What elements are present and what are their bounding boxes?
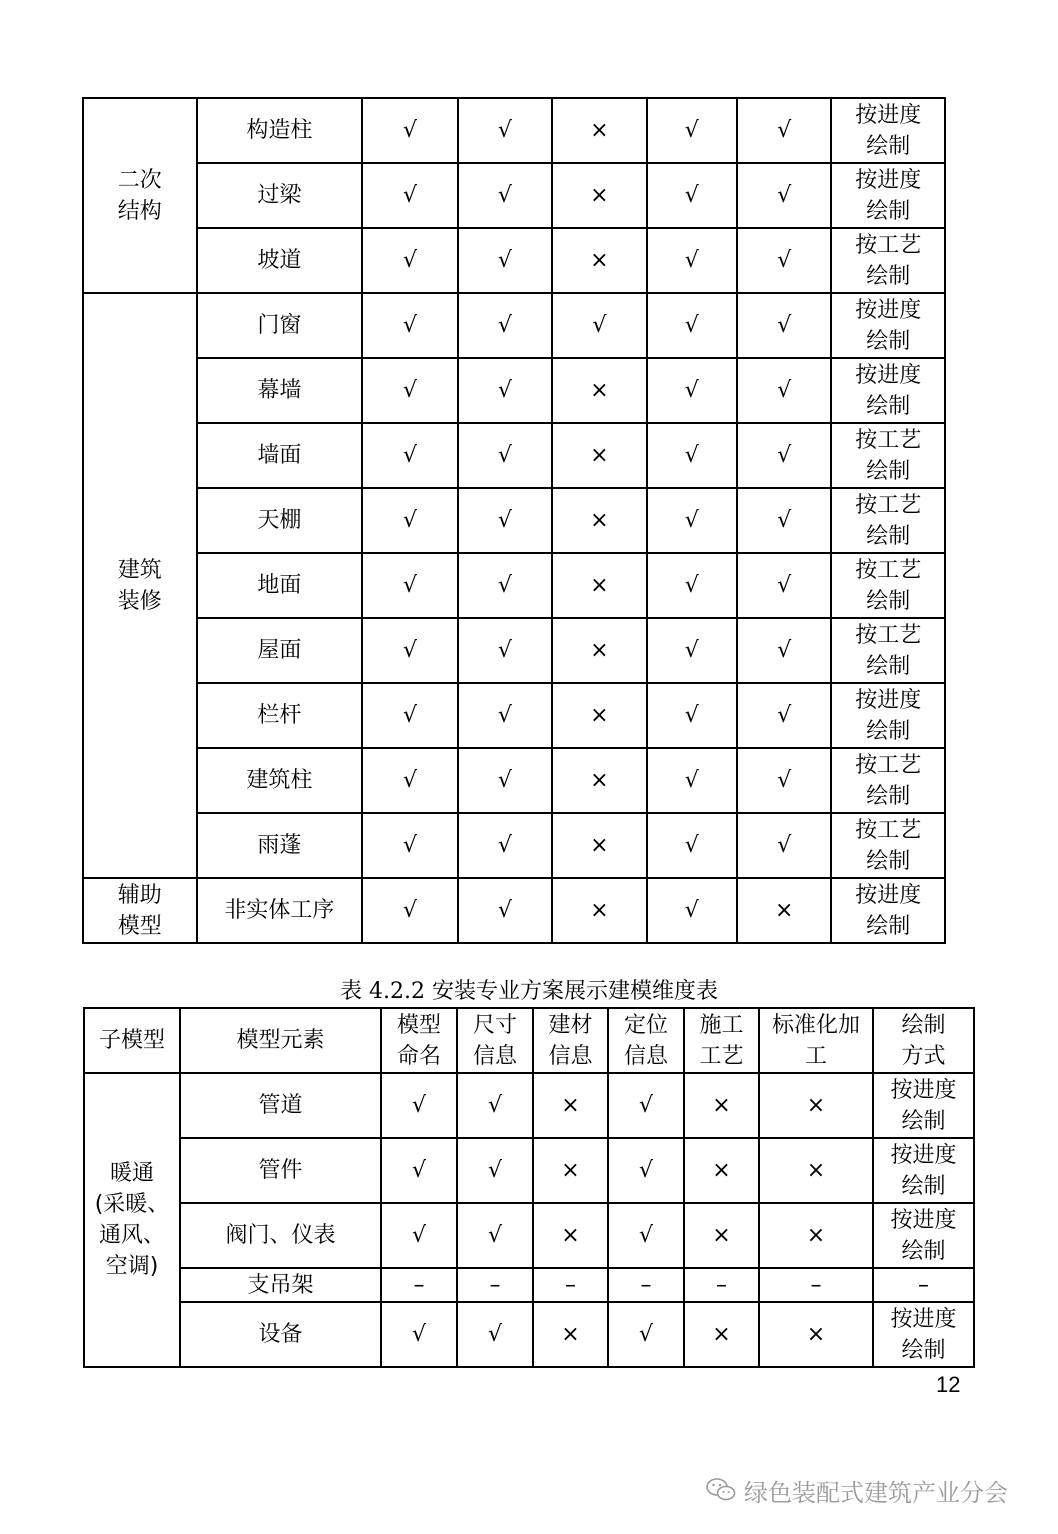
installation-modeling-table — [83, 1007, 975, 1368]
method-cell: 按进度 绘制 — [831, 878, 945, 943]
element-cell: 设备 — [180, 1302, 381, 1367]
table-row — [83, 748, 945, 813]
mark-cell: √ — [737, 553, 831, 618]
watermark — [706, 1470, 1008, 1510]
element-cell: 非实体工序 — [197, 878, 363, 943]
header-cell: 绘制 方式 — [873, 1008, 974, 1073]
mark-cell: × — [552, 813, 646, 878]
mark-cell: √ — [737, 423, 831, 488]
watermark-text: 绿色装配式建筑产业分会 — [744, 1478, 1008, 1507]
element-cell: 屋面 — [197, 618, 363, 683]
mark-cell: – — [381, 1268, 457, 1302]
mark-cell: × — [533, 1138, 608, 1203]
mark-cell: × — [759, 1073, 873, 1138]
mark-cell: × — [552, 878, 646, 943]
mark-cell: √ — [647, 423, 737, 488]
mark-cell: √ — [737, 683, 831, 748]
mark-cell: √ — [362, 293, 457, 358]
mark-cell: √ — [458, 228, 552, 293]
method-cell: 按工艺 绘制 — [831, 618, 945, 683]
mark-cell: √ — [647, 683, 737, 748]
mark-cell: √ — [647, 748, 737, 813]
mark-cell: √ — [458, 488, 552, 553]
element-cell: 阀门、仪表 — [180, 1203, 381, 1268]
method-cell: 按进度 绘制 — [831, 163, 945, 228]
mark-cell: × — [759, 1138, 873, 1203]
table-row — [83, 618, 945, 683]
mark-cell: × — [552, 228, 646, 293]
element-cell: 构造柱 — [197, 98, 363, 163]
mark-cell: √ — [458, 293, 552, 358]
mark-cell: √ — [458, 813, 552, 878]
table-caption: 表 4.2.2 安装专业方案展示建模维度表 — [340, 979, 718, 1004]
header-cell: 定位 信息 — [608, 1008, 684, 1073]
mark-cell: √ — [362, 878, 457, 943]
table-row — [83, 553, 945, 618]
mark-cell: – — [533, 1268, 608, 1302]
table-row — [84, 1302, 974, 1367]
table-row — [84, 1203, 974, 1268]
mark-cell: √ — [381, 1203, 457, 1268]
method-cell: 按进度 绘制 — [873, 1138, 974, 1203]
method-cell: 按工艺 绘制 — [831, 553, 945, 618]
element-cell: 支吊架 — [180, 1268, 381, 1302]
method-cell: 按工艺 绘制 — [831, 813, 945, 878]
table-row — [83, 293, 945, 358]
mark-cell: √ — [458, 358, 552, 423]
mark-cell: √ — [457, 1203, 533, 1268]
table-row — [83, 228, 945, 293]
mark-cell: × — [533, 1203, 608, 1268]
mark-cell: × — [552, 423, 646, 488]
mark-cell: √ — [458, 683, 552, 748]
mark-cell: √ — [608, 1073, 684, 1138]
group-cell: 建筑 装修 — [83, 293, 197, 878]
table-row — [83, 358, 945, 423]
mark-cell: √ — [647, 553, 737, 618]
mark-cell: × — [533, 1073, 608, 1138]
method-cell: 按进度 绘制 — [873, 1203, 974, 1268]
mark-cell: × — [552, 98, 646, 163]
element-cell: 管件 — [180, 1138, 381, 1203]
mark-cell: √ — [737, 358, 831, 423]
table-row — [83, 423, 945, 488]
mark-cell: √ — [362, 163, 457, 228]
method-cell: 按进度 绘制 — [831, 98, 945, 163]
mark-cell: × — [552, 618, 646, 683]
mark-cell: × — [552, 488, 646, 553]
mark-cell: √ — [647, 618, 737, 683]
header-cell: 建材 信息 — [533, 1008, 608, 1073]
mark-cell: – — [759, 1268, 873, 1302]
mark-cell: × — [759, 1302, 873, 1367]
mark-cell: √ — [647, 878, 737, 943]
mark-cell: × — [684, 1138, 759, 1203]
mark-cell: √ — [458, 423, 552, 488]
mark-cell: √ — [458, 618, 552, 683]
mark-cell: × — [684, 1073, 759, 1138]
method-cell: – — [873, 1268, 974, 1302]
modeling-table-continued — [82, 97, 946, 944]
mark-cell: × — [684, 1203, 759, 1268]
mark-cell: × — [759, 1203, 873, 1268]
group-cell: 辅助 模型 — [83, 878, 197, 943]
mark-cell: √ — [458, 163, 552, 228]
header-cell: 施工 工艺 — [684, 1008, 759, 1073]
element-cell: 建筑柱 — [197, 748, 363, 813]
element-cell: 墙面 — [197, 423, 363, 488]
mark-cell: × — [552, 358, 646, 423]
mark-cell: √ — [737, 293, 831, 358]
mark-cell: √ — [362, 618, 457, 683]
header-cell: 尺寸 信息 — [457, 1008, 533, 1073]
mark-cell: √ — [362, 98, 457, 163]
mark-cell: × — [552, 683, 646, 748]
mark-cell: √ — [457, 1138, 533, 1203]
mark-cell: √ — [737, 488, 831, 553]
method-cell: 按进度 绘制 — [831, 293, 945, 358]
mark-cell: √ — [647, 228, 737, 293]
table-row — [83, 163, 945, 228]
mark-cell: √ — [381, 1302, 457, 1367]
group-cell: 二次 结构 — [83, 98, 197, 293]
mark-cell: √ — [381, 1138, 457, 1203]
element-cell: 幕墙 — [197, 358, 363, 423]
mark-cell: × — [552, 553, 646, 618]
mark-cell: √ — [458, 98, 552, 163]
element-cell: 天棚 — [197, 488, 363, 553]
header-cell: 模型 命名 — [381, 1008, 457, 1073]
table-row — [84, 1138, 974, 1203]
mark-cell: – — [608, 1268, 684, 1302]
mark-cell: √ — [362, 228, 457, 293]
page-number: 12 — [936, 1372, 961, 1397]
method-cell: 按进度 绘制 — [873, 1073, 974, 1138]
mark-cell: √ — [737, 163, 831, 228]
wechat-icon — [706, 1477, 736, 1503]
mark-cell: – — [457, 1268, 533, 1302]
method-cell: 按工艺 绘制 — [831, 748, 945, 813]
mark-cell: × — [533, 1302, 608, 1367]
mark-cell: × — [684, 1302, 759, 1367]
method-cell: 按工艺 绘制 — [831, 228, 945, 293]
element-cell: 雨蓬 — [197, 813, 363, 878]
element-cell: 坡道 — [197, 228, 363, 293]
group-cell: 暖通 (采暖、 通风、 空调) — [84, 1073, 180, 1367]
mark-cell: √ — [647, 488, 737, 553]
method-cell: 按进度 绘制 — [831, 358, 945, 423]
mark-cell: √ — [737, 813, 831, 878]
table-row — [84, 1073, 974, 1138]
header-row — [84, 1008, 974, 1073]
element-cell: 过梁 — [197, 163, 363, 228]
mark-cell: √ — [362, 813, 457, 878]
table-row — [83, 813, 945, 878]
mark-cell: × — [552, 748, 646, 813]
header-cell: 子模型 — [84, 1008, 180, 1073]
mark-cell: √ — [647, 293, 737, 358]
mark-cell: √ — [381, 1073, 457, 1138]
mark-cell: √ — [737, 618, 831, 683]
table-row — [84, 1268, 974, 1302]
mark-cell: √ — [647, 163, 737, 228]
table-row — [83, 683, 945, 748]
mark-cell: √ — [647, 358, 737, 423]
method-cell: 按进度 绘制 — [873, 1302, 974, 1367]
element-cell: 栏杆 — [197, 683, 363, 748]
mark-cell: √ — [737, 228, 831, 293]
mark-cell: √ — [458, 553, 552, 618]
method-cell: 按进度 绘制 — [831, 683, 945, 748]
table-row — [83, 488, 945, 553]
mark-cell: √ — [362, 358, 457, 423]
method-cell: 按工艺 绘制 — [831, 423, 945, 488]
table-row — [83, 878, 945, 943]
mark-cell: √ — [457, 1073, 533, 1138]
mark-cell: √ — [458, 878, 552, 943]
mark-cell: √ — [608, 1302, 684, 1367]
mark-cell: – — [684, 1268, 759, 1302]
header-cell: 标准化加 工 — [759, 1008, 873, 1073]
mark-cell: √ — [362, 423, 457, 488]
header-cell: 模型元素 — [180, 1008, 381, 1073]
mark-cell: √ — [458, 748, 552, 813]
mark-cell: √ — [647, 98, 737, 163]
mark-cell: √ — [362, 488, 457, 553]
mark-cell: √ — [362, 683, 457, 748]
element-cell: 管道 — [180, 1073, 381, 1138]
mark-cell: × — [737, 878, 831, 943]
mark-cell: × — [552, 163, 646, 228]
mark-cell: √ — [608, 1138, 684, 1203]
mark-cell: √ — [552, 293, 646, 358]
mark-cell: √ — [457, 1302, 533, 1367]
method-cell: 按工艺 绘制 — [831, 488, 945, 553]
mark-cell: √ — [608, 1203, 684, 1268]
table-row — [83, 98, 945, 163]
mark-cell: √ — [737, 748, 831, 813]
element-cell: 地面 — [197, 553, 363, 618]
mark-cell: √ — [362, 553, 457, 618]
mark-cell: √ — [647, 813, 737, 878]
mark-cell: √ — [737, 98, 831, 163]
element-cell: 门窗 — [197, 293, 363, 358]
mark-cell: √ — [362, 748, 457, 813]
